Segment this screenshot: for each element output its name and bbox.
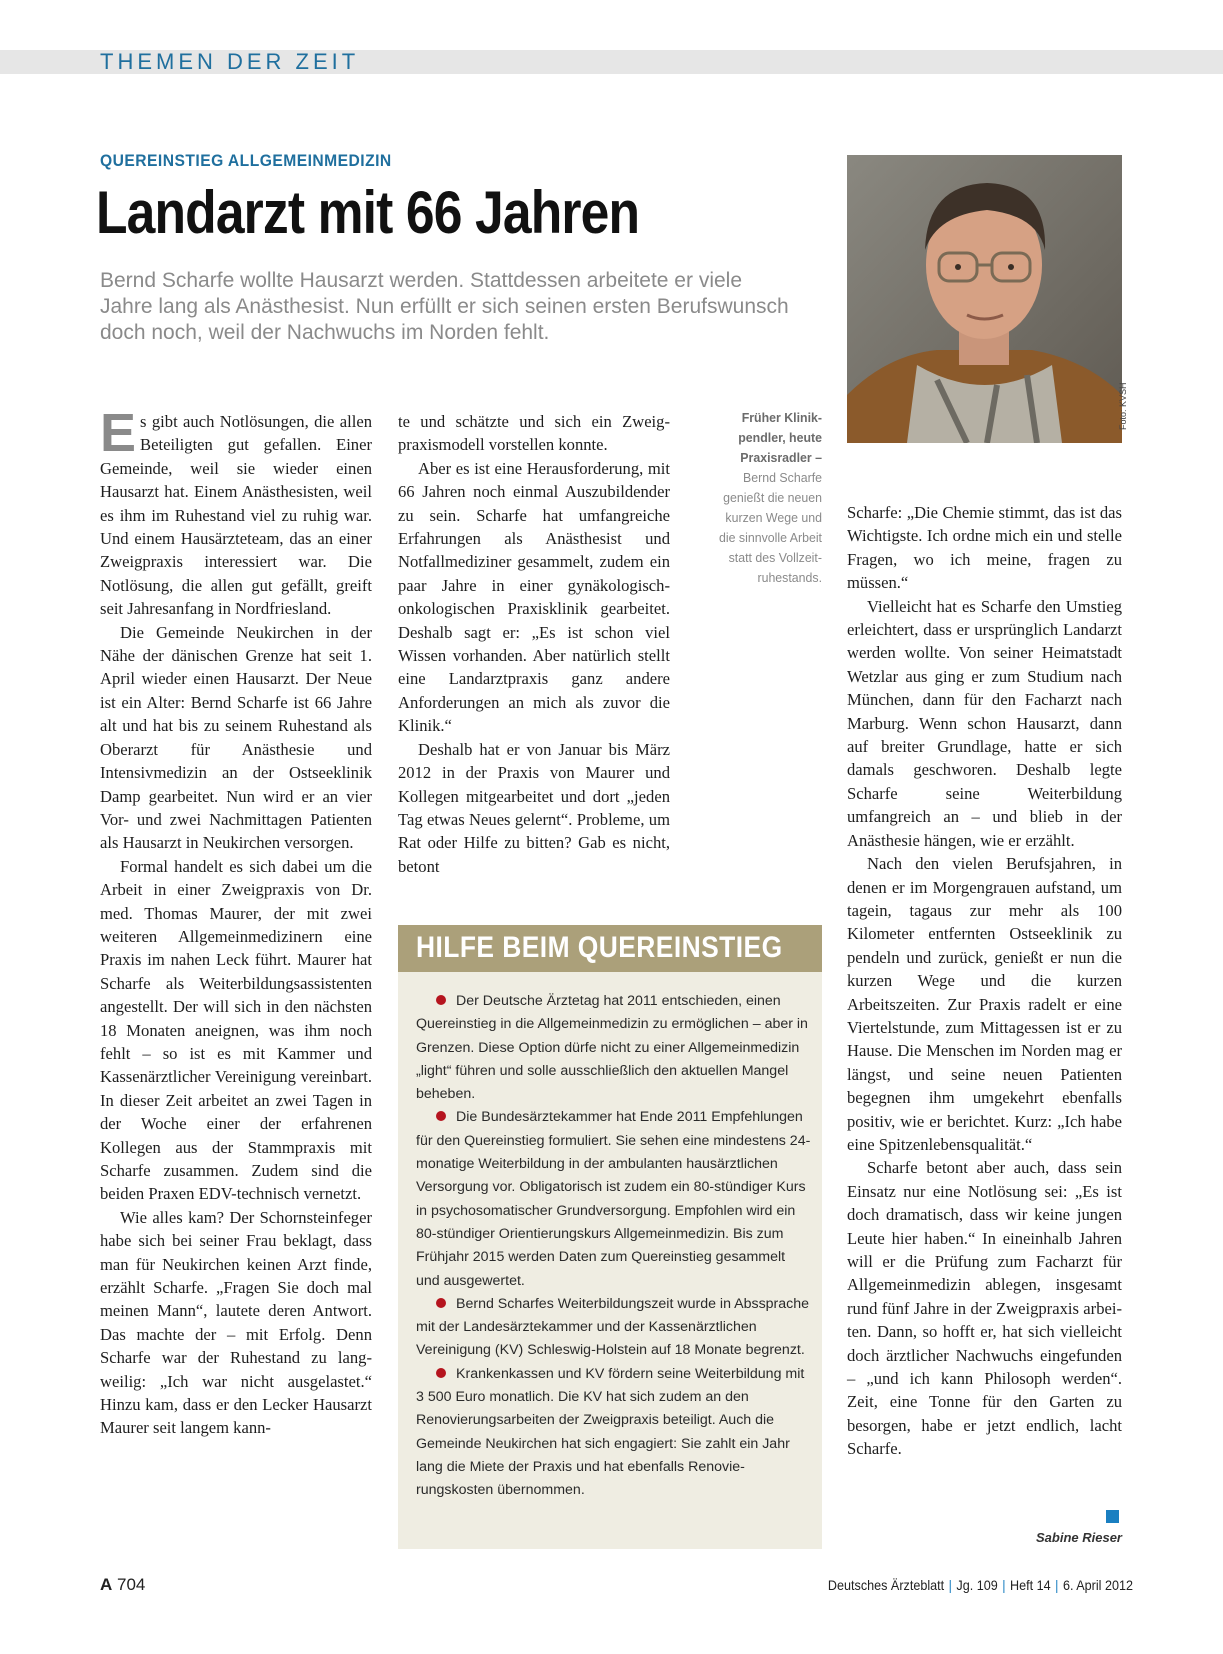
info-box-item-text: Die Bundesärztekammer hat Ende 2011 Empfehlungen für den Quereinstieg formuliert. Sie sehen eine mindestens 24-monatige Weiterbildung in der ambulanten hausärztlichen Versorgung vor. Obligatorisch ist zudem ein 80-stündiger Kurs in psychosomatischer Grundversorgung. Empfohlen wird ein 80-stündiger Orientierungskurs Allgemeinmedizin. Bis zum Frühjahr 2015 werden Daten zum Quereinstieg gesammelt und ausgewertet. bbox=[416, 1109, 811, 1289]
footer-separator: | bbox=[1055, 1577, 1059, 1593]
info-box-item bbox=[416, 1106, 811, 1292]
info-box-item-text: Bernd Scharfes Weiterbildungszeit wurde in Abssprache mit der Landesärztekammer und der Kassenärztlichen Vereinigung (KV) Schleswig-Holstein auf 18 Monate begrenzt. bbox=[416, 1295, 810, 1359]
article-column-4 bbox=[847, 501, 1122, 1461]
journal-issue: Heft 14 bbox=[1010, 1577, 1051, 1593]
info-box-item-text: Krankenkassen und KV fördern seine Weiterbildung mit 3 500 Euro monatlich. Die KV hat sich zudem an den Renovierungsarbeiten der Zweigpraxis beteiligt. Auch die Gemeinde Neukirchen hat sich engagiert: Sie zahlt ein Jahr lang die Miete der Praxis und hat ebenfalls Renovierungskosten übernommen. bbox=[416, 1365, 805, 1499]
paragraph: Wie alles kam? Der Schornsteinfeger habe sich bei seiner Frau beklagt, dass man für Neukirchen keinen Arzt finde, erzählt Scharfe. „Fragen Sie doch mal meinen Mann“, lautete deren Antwort. Das machte der – mit Erfolg. Denn Scharfe war der Ruhestand zu langweilig: „Ich war nicht ausgelastet.“ Hinzu kam, dass er den Lecker Hausarzt Maurer seit langem kann- bbox=[100, 1207, 372, 1438]
journal-date: 6. April 2012 bbox=[1062, 1577, 1133, 1593]
paragraph: Scharfe betont aber auch, dass sein Einsatz nur eine Notlösung sei: „Es ist doch dramatisch, dass wir keine jungen Leute hier haben.“ In eineinhalb Jahren will er die Prüfung zum Facharzt für Allgemeinmedizin ablegen, insgesamt rund fünf Jahre in der Zweigpraxis arbeiten. Dann, so hofft er, hat sich vielleicht doch ärztlicher Nachwuchs eingefunden – „und ich kann Philosoph werden“. Zeit, eine Tonne für den Garten zu besorgen, habe er jetzt endlich, lacht Scharfe. bbox=[847, 1158, 1122, 1459]
page-number bbox=[100, 1575, 145, 1595]
bullet-icon bbox=[436, 1111, 446, 1121]
section-title: THEMEN DER ZEIT bbox=[100, 49, 360, 74]
bullet-icon bbox=[436, 1298, 446, 1308]
portrait-illustration bbox=[847, 155, 1122, 443]
journal-name: Deutsches Ärzteblatt bbox=[827, 1577, 945, 1593]
article-headline: Landarzt mit 66 Jahren bbox=[96, 179, 640, 246]
photo-credit: Foto: KVSH bbox=[1118, 382, 1128, 430]
drop-cap: E bbox=[100, 403, 137, 463]
article-lead: Bernd Scharfe wollte Hausarzt werden. Stattdessen arbeitete er viele Jahre lang als Anästhesist. Nun erfüllt er sich seinen ersten Berufswunsch doch noch, weil der Nachwuchs im Norden fehlt. bbox=[100, 269, 789, 344]
paragraph: Scharfe: „Die Chemie stimmt, das ist das Wichtigste. Ich ordne mich ein und stelle Fragen, wo ich meine, fragen zu müssen.“ bbox=[847, 503, 1122, 593]
info-box-list bbox=[416, 990, 811, 1503]
journal-volume: Jg. 109 bbox=[956, 1577, 998, 1593]
end-of-article-icon bbox=[1106, 1510, 1119, 1523]
info-box-item bbox=[416, 990, 811, 1106]
paragraph: Nach den vielen Berufsjahren, in denen er im Morgengrauen aufstand, um tagein, tagaus zur mehr als 100 Kilometer entfernten Ostseeklinik zu pendeln und zurück, genießt er nun die kurzen Wege und die kurzen Arbeitszeiten. Zur Praxis radelt er eine Viertelstunde, zum Mittagessen ist er zu Hause. Die Menschen im Norden mag er längst, und seine neuen Patienten begegnen ihm umgekehrt ebenfalls positiv, wie er berichtet. Kurz: „Ich habe eine Spitzenlebensqualität.“ bbox=[847, 854, 1122, 1154]
info-box-header bbox=[398, 925, 822, 972]
photo-caption bbox=[706, 408, 822, 588]
paragraph: Die Gemeinde Neukirchen in der Nähe der dänischen Grenze hat seit 1. April wieder einen Hausarzt. Der Neue ist ein Alter: Bernd Scharfe ist 66 Jahre alt und hat bis zu seinem Ruhestand als Oberarzt für Anästhesie und Intensivmedizin an der Ostseeklinik Damp gearbeitet. Nun wird er an vier Vor- und zwei Nachmittagen Patienten als Hausarzt in Neukirchen versorgen. bbox=[100, 622, 372, 853]
info-box bbox=[398, 925, 822, 1549]
info-box-title: HILFE BEIM QUEREINSTIEG bbox=[416, 931, 783, 964]
info-box-item bbox=[416, 1363, 811, 1503]
page-number-value: 704 bbox=[117, 1575, 146, 1594]
author-signature: Sabine Rieser bbox=[1036, 1530, 1122, 1545]
info-box-item-text: Der Deutsche Ärztetag hat 2011 entschieden, einen Quereinstieg in die Allgemeinmedizin zu ermöglichen – aber in Grenzen. Diese Option dürfe nicht zu einer Allgemeinmedizin „light“ führen und solle ausschließlich den aktuellen Mangel beheben. bbox=[416, 993, 808, 1103]
bullet-icon bbox=[436, 1368, 446, 1378]
article-column-1 bbox=[100, 403, 372, 1440]
info-box-item bbox=[416, 1293, 811, 1363]
bullet-icon bbox=[436, 995, 446, 1005]
footer-separator: | bbox=[948, 1577, 952, 1593]
page-prefix: A bbox=[100, 1575, 113, 1594]
caption-lead: Früher Klinikpendler, heute Praxisradler – bbox=[738, 410, 822, 465]
article-kicker: QUEREINSTIEG ALLGEMEINMEDIZIN bbox=[100, 151, 392, 170]
caption-text: Bernd Scharfe genießt die neuen kurzen Wege und die sinnvolle Arbeit statt des Vollzeitruhestands. bbox=[719, 470, 822, 585]
footer-separator: | bbox=[1002, 1577, 1006, 1593]
portrait-photo bbox=[847, 155, 1122, 443]
paragraph: Vielleicht hat es Scharfe den Umstieg erleichtert, dass er ursprünglich Landarzt werden wollte. Von seiner Heimatstadt Wetzlar aus ging er zum Studium nach München, dann für den Facharzt nach Marburg. Wenn schon Hausarzt, dann auf breiter Grundlage, hatte er sich damals geschworen. Deshalb legte Scharfe seine Weiterbildung umfangreich an – und blieb in der Anästhesie hängen, wie er erzählt. bbox=[847, 596, 1122, 850]
paragraph-text: s gibt auch Notlösungen, die allen Beteiligten gut gefallen. Einer Gemeinde, weil sie wieder einen Hausarzt hat. Einem Anästhesisten, weil es ihm im Ruhestand viel zu ruhig war. Und einem Hausärzteteam, das an einer Zweigpraxis interessiert war. Die Notlösung, die allen gut gefällt, greift seit Jahresanfang in Nordfriesland. bbox=[100, 412, 372, 619]
paragraph: Deshalb hat er von Januar bis März 2012 in der Praxis von Maurer und Kollegen mitgearbeitet und dort „jeden Tag etwas Neues gelernt“. Probleme, um Rat oder Hilfe zu bitten? Gab es nicht, betont bbox=[398, 739, 670, 876]
paragraph: te und schätzte und sich ein Zweigpraxismodell vorstellen konnte. bbox=[398, 412, 670, 455]
article-column-2 bbox=[398, 410, 670, 878]
journal-footer bbox=[828, 1577, 1133, 1593]
paragraph bbox=[100, 403, 372, 621]
paragraph: Aber es ist eine Herausforderung, mit 66 Jahren noch einmal Auszubildender zu sein. Scharfe hat umfangreiche Erfahrungen als Anästhesist und Notfallmediziner gesammelt, zudem ein paar Jahre in einer gynäkologisch-onkologischen Praxisklinik gearbeitet. Deshalb sagt er: „Es ist schon viel Wissen vorhanden. Aber natürlich stellt eine Landarztpraxis ganz andere Anforderungen an mich als zuvor die Klinik.“ bbox=[398, 458, 670, 736]
paragraph: Formal handelt es sich dabei um die Arbeit in einer Zweigpraxis von Dr. med. Thomas Maurer, der mit zwei weiteren Allgemeinmedizinern eine Praxis im nahen Leck führt. Maurer hat Scharfe als Weiterbildungsassistenten angestellt. Der will sich in den nächsten 18 Monaten aneignen, was ihm noch fehlt – so ist es mit Kammer und Kassenärztlicher Vereinigung vereinbart. In dieser Zeit arbeitet an zwei Tagen in der Woche einer der erfahrenen Kollegen aus der Stammpraxis mit Scharfe zusammen. Zudem sind die beiden Praxen EDV-technisch vernetzt. bbox=[100, 856, 372, 1204]
